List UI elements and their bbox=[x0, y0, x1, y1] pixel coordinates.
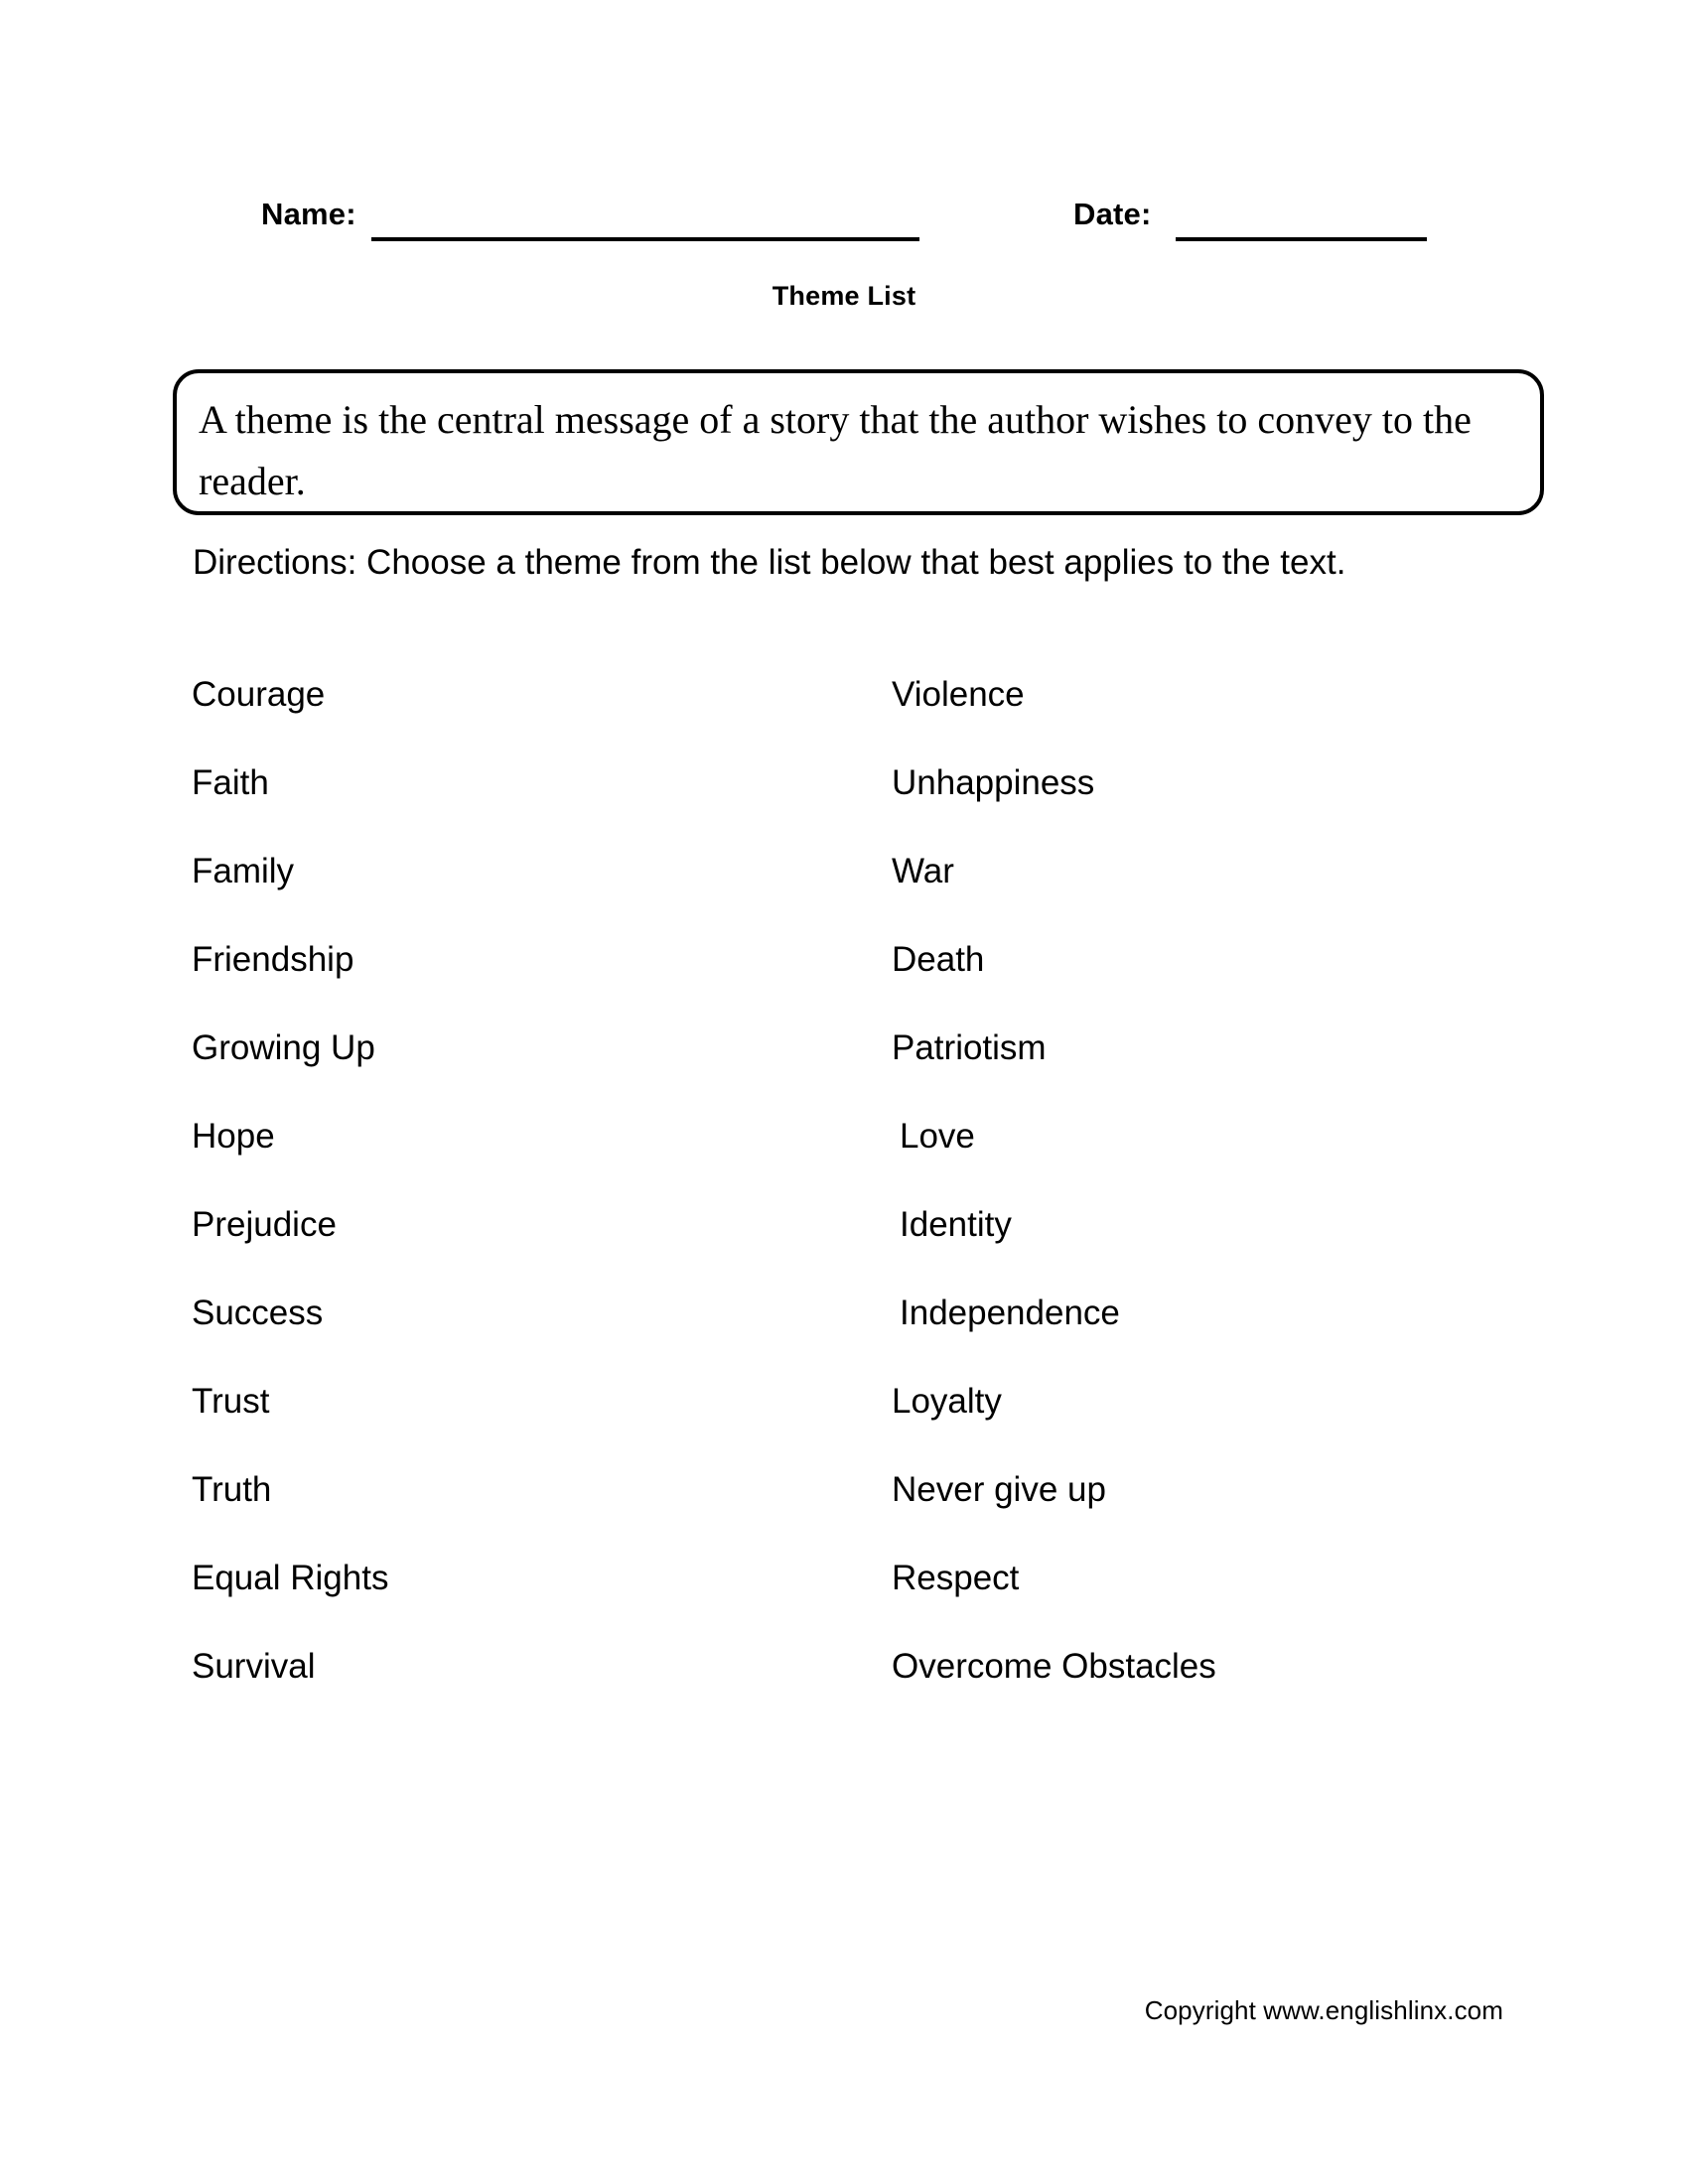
date-label: Date: bbox=[1073, 197, 1152, 231]
name-input-line[interactable] bbox=[371, 237, 919, 241]
theme-item[interactable]: Overcome Obstacles bbox=[892, 1647, 1216, 1686]
theme-item[interactable]: Patriotism bbox=[892, 1028, 1047, 1067]
copyright-text: Copyright www.englishlinx.com bbox=[1144, 1995, 1503, 2025]
theme-row bbox=[0, 759, 1688, 848]
theme-row bbox=[0, 1201, 1688, 1290]
theme-row bbox=[0, 1643, 1688, 1731]
theme-item[interactable]: Family bbox=[192, 852, 295, 890]
theme-item[interactable]: Success bbox=[192, 1294, 324, 1332]
theme-item[interactable]: Growing Up bbox=[192, 1028, 375, 1067]
theme-item[interactable]: Equal Rights bbox=[192, 1559, 389, 1597]
theme-item[interactable]: Never give up bbox=[892, 1470, 1106, 1509]
theme-row bbox=[0, 1290, 1688, 1378]
theme-list bbox=[0, 671, 1688, 1763]
theme-row bbox=[0, 936, 1688, 1024]
theme-item[interactable]: Death bbox=[892, 940, 985, 979]
theme-item[interactable]: Truth bbox=[192, 1470, 272, 1509]
theme-item[interactable]: Love bbox=[900, 1117, 975, 1156]
definition-text: A theme is the central message of a story that the author wishes to convey to the reader. bbox=[199, 397, 1472, 503]
theme-item[interactable]: Prejudice bbox=[192, 1205, 337, 1244]
date-input-line[interactable] bbox=[1176, 237, 1427, 241]
page-title: Theme List bbox=[772, 281, 916, 311]
theme-row bbox=[0, 1378, 1688, 1466]
theme-item[interactable]: Hope bbox=[192, 1117, 275, 1156]
name-label: Name: bbox=[261, 197, 356, 231]
theme-item[interactable]: Survival bbox=[192, 1647, 316, 1686]
theme-row bbox=[0, 1466, 1688, 1555]
theme-item[interactable]: Identity bbox=[900, 1205, 1012, 1244]
definition-box bbox=[173, 369, 1544, 515]
theme-row bbox=[0, 671, 1688, 759]
theme-item[interactable]: Faith bbox=[192, 763, 269, 802]
directions-text: Directions: Choose a theme from the list below that best applies to the text. bbox=[193, 543, 1346, 582]
theme-item[interactable]: Independence bbox=[900, 1294, 1120, 1332]
theme-item[interactable]: Respect bbox=[892, 1559, 1020, 1597]
theme-row bbox=[0, 1024, 1688, 1113]
theme-row bbox=[0, 1113, 1688, 1201]
theme-item[interactable]: Friendship bbox=[192, 940, 354, 979]
worksheet-header bbox=[0, 195, 1688, 254]
theme-item[interactable]: Trust bbox=[192, 1382, 270, 1421]
theme-row bbox=[0, 848, 1688, 936]
theme-item[interactable]: Loyalty bbox=[892, 1382, 1002, 1421]
theme-item[interactable]: Courage bbox=[192, 675, 326, 714]
theme-item[interactable]: Unhappiness bbox=[892, 763, 1095, 802]
theme-row bbox=[0, 1555, 1688, 1643]
theme-item[interactable]: War bbox=[892, 852, 954, 890]
theme-item[interactable]: Violence bbox=[892, 675, 1025, 714]
